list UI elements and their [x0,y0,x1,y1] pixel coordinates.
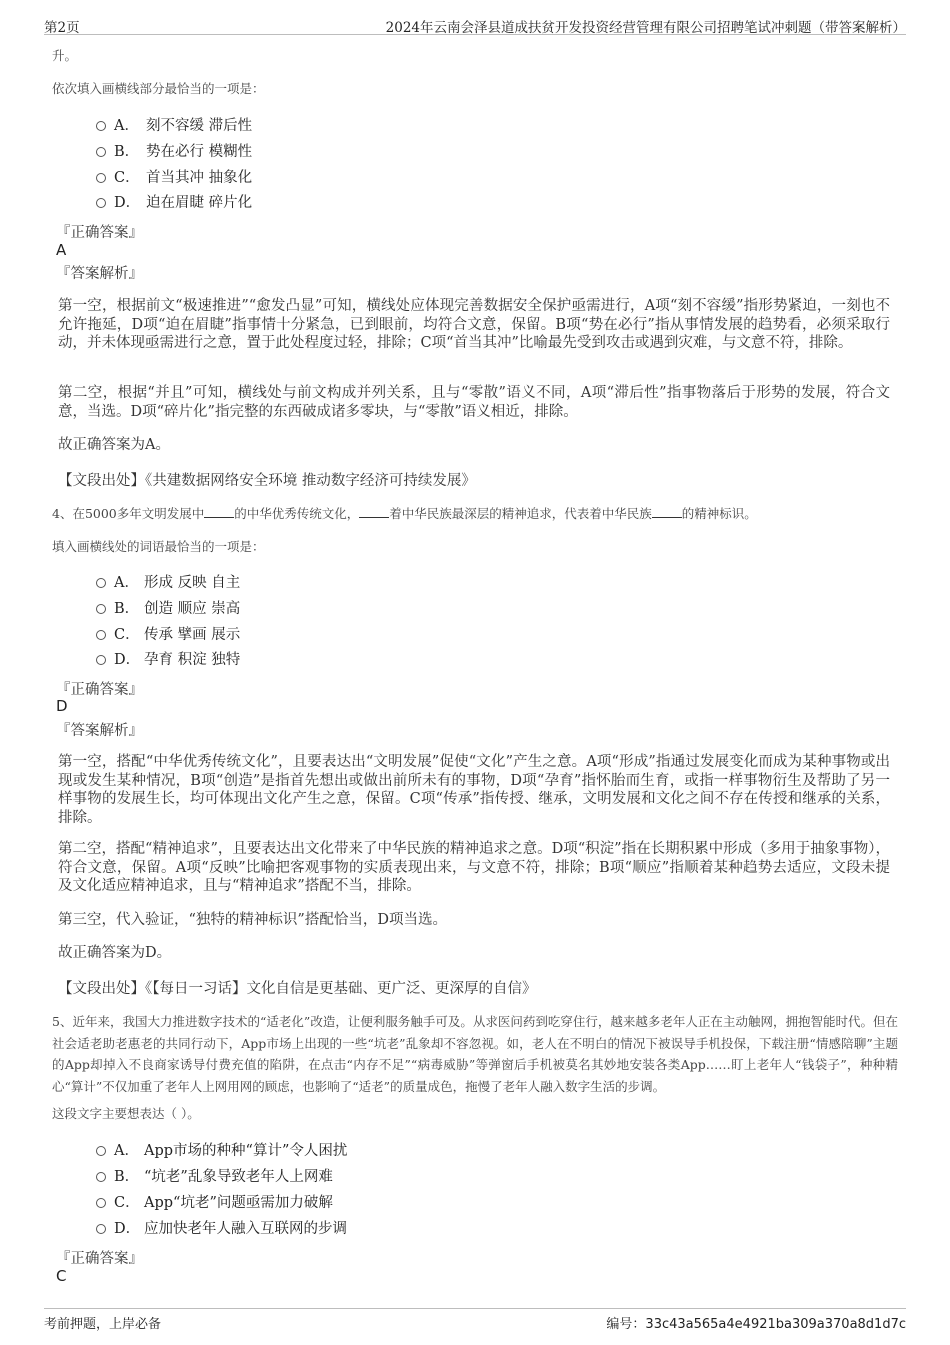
blank-line [359,505,389,518]
q4-analysis-p3: 第三空，代入验证，“独特的精神标识”搭配恰当，D项当选。 [58,912,447,928]
blank-line [652,505,682,518]
q4-source: 【文段出处】《【每日一习话】文化自信是更基础、更广泛、更深厚的自信》 [58,981,537,997]
question-5-stem: 5、近年来，我国大力推进数字技术的“适老化”改造，让便利服务触手可及。从求医问药到吃穿住行，越来越多老年人正在主动触网，拥抱智能时代。但在社会适老助老惠老的共同行动下，App市场上出现的一些“坑老”乱象却不容忽视。如，老人在不明白的情况下被误导手机投保，下载注册“情感陪聊”主题的App却掉入不良商家诱导付费充值的陷阱，在点击“内存不足”“病毒威胁”等弹窗后手机被莫名其妙地安装各类App……盯上老年人“钱袋子”，种种精心“算计”不仅加重了老年人上网用网的顾虑，也影响了“适老”的质量成色，拖慢了老年人融入数字生活的步调。 [52,1014,898,1094]
option-text: 孕育 积淀 独特 [144,652,241,668]
radio-icon[interactable] [96,1198,106,1208]
q3-option-d[interactable] [96,193,252,213]
code-value: 33c43a565a4e4921ba309a370a8d1d7c [645,1317,906,1332]
option-label: B． [114,601,140,617]
question-3-prompt: 依次填入画横线部分最恰当的一项是： [52,81,265,96]
option-label: A． [114,575,139,591]
page-number: 第2页 [44,20,80,36]
q3-option-a[interactable] [96,116,252,136]
radio-icon[interactable] [96,604,106,614]
option-text: 刻不容缓 滞后性 [146,118,253,134]
option-label: A． [114,1143,139,1159]
option-label: C． [114,170,140,186]
footer-slogan: 考前押题，上岸必备 [44,1317,162,1332]
footer-divider [44,1308,906,1309]
q4-analysis-p1: 第一空，搭配“中华优秀传统文化”，且要表达出“文明发展”促使“文化”产生之意。A项“形成”指通过发展变化而成为某种事物或出现或发生某种情况，B项“创造”是指首先想出或做出前所未有的事物，D项“孕育”指怀胎而生育，或指一样事物衍生及帮助了另一样事物的发展生长，均可体现出文化产生之意，保留。C项“传承”指传授、继承，文明发展和文化之间不存在传授和继承的关系，排除。 [58,754,890,826]
option-label: D． [114,195,141,211]
stem-part: 的中华优秀传统文化， [234,506,360,521]
blank-line [204,505,234,518]
question-number: 4、 [52,506,73,521]
radio-icon[interactable] [96,1172,106,1182]
q5-option-b[interactable] [96,1167,333,1187]
q3-answer: A [56,241,67,259]
q3-source: 【文段出处】《共建数据网络安全环境 推动数字经济可持续发展》 [58,473,476,489]
question-4-stem [52,503,898,525]
option-text: App市场的种种“算计”令人困扰 [144,1143,348,1159]
header-divider [44,34,906,35]
q3-analysis-p3: 故正确答案为A。 [58,437,170,453]
stem-part: 在5000多年文明发展中 [72,506,205,521]
radio-icon[interactable] [96,173,106,183]
q3-option-b[interactable] [96,142,252,162]
q4-analysis-title: 『答案解析』 [56,723,143,739]
q5-option-d[interactable] [96,1219,347,1239]
option-label: A． [114,118,139,134]
q4-option-b[interactable] [96,599,240,619]
stem-part: 的精神标识。 [681,506,757,521]
document-title: 2024年云南会泽县道成扶贫开发投资经营管理有限公司招聘笔试冲刺题（带答案解析） [385,20,906,36]
footer-code [606,1313,906,1332]
q4-option-a[interactable] [96,573,240,593]
option-label: D． [114,652,141,668]
radio-icon[interactable] [96,1146,106,1156]
q4-analysis-p2: 第二空，搭配“精神追求”，且要表达出文化带来了中华民族的精神追求之意。D项“积淀”指在长期积累中形成（多用于抽象事物），符合文意，保留。A项“反映”比喻把客观事物的实质表现出来，与文意不符，排除；B项“顺应”指顺着某种趋势去适应，文段未提及文化适应精神追求，且与“精神追求”搭配不当，排除。 [58,841,890,894]
option-text: 迫在眉睫 碎片化 [146,195,253,211]
option-text: 势在必行 模糊性 [146,144,253,160]
radio-icon[interactable] [96,147,106,157]
code-label: 编号： [606,1317,646,1332]
q3-analysis-p2: 第二空，根据“并且”可知，横线处与前文构成并列关系，且与“零散”语义不同，A项“滞后性”指事物落后于形势的发展，符合文意，当选。D项“碎片化”指完整的东西破成诸多零块，与“零散”语义相近，排除。 [58,385,890,420]
option-text: 首当其冲 抽象化 [146,170,253,186]
stem-part: 着中华民族最深层的精神追求，代表着中华民族 [389,506,652,521]
q3-analysis-title: 『答案解析』 [56,266,143,282]
radio-icon[interactable] [96,198,106,208]
q4-option-c[interactable] [96,625,240,645]
q3-analysis-p1: 第一空，根据前文“极速推进”“愈发凸显”可知，横线处应体现完善数据安全保护亟需进行，A项“刻不容缓”指形势紧迫，一刻也不允许拖延，D项“迫在眉睫”指事情十分紧急，已到眼前，均符合文意，保留。B项“势在必行”指从事情发展的趋势看，必须采取行动，并未体现亟需进行之意，置于此处程度过轻，排除；C项“首当其冲”比喻最先受到攻击或遇到灾难，与文意不符，排除。 [58,298,890,351]
option-text: 传承 擘画 展示 [144,627,241,643]
radio-icon[interactable] [96,630,106,640]
radio-icon[interactable] [96,655,106,665]
q5-option-a[interactable] [96,1141,347,1161]
option-label: D． [114,1221,141,1237]
radio-icon[interactable] [96,1224,106,1234]
question-4-prompt: 填入画横线处的词语最恰当的一项是： [52,539,265,554]
option-label: B． [114,1169,140,1185]
q4-answer: D [56,697,68,715]
question-5-prompt: 这段文字主要想表达（ ）。 [52,1106,200,1121]
question-3-tail: 升。 [52,48,78,63]
radio-icon[interactable] [96,121,106,131]
option-text: 创造 顺应 崇高 [144,601,241,617]
radio-icon[interactable] [96,578,106,588]
q5-answer: C [56,1267,67,1285]
option-text: App“坑老”问题亟需加力破解 [144,1195,333,1211]
q4-answer-title: 『正确答案』 [56,682,143,698]
q5-option-c[interactable] [96,1193,333,1213]
q5-answer-title: 『正确答案』 [56,1251,143,1267]
q3-answer-title: 『正确答案』 [56,225,143,241]
q3-option-c[interactable] [96,168,252,188]
option-label: C． [114,627,140,643]
option-label: C． [114,1195,140,1211]
option-text: 形成 反映 自主 [144,575,241,591]
q4-analysis-p4: 故正确答案为D。 [58,945,172,961]
option-text: 应加快老年人融入互联网的步调 [144,1221,347,1237]
option-label: B． [114,144,140,160]
option-text: “坑老”乱象导致老年人上网难 [144,1169,333,1185]
q4-option-d[interactable] [96,650,240,670]
